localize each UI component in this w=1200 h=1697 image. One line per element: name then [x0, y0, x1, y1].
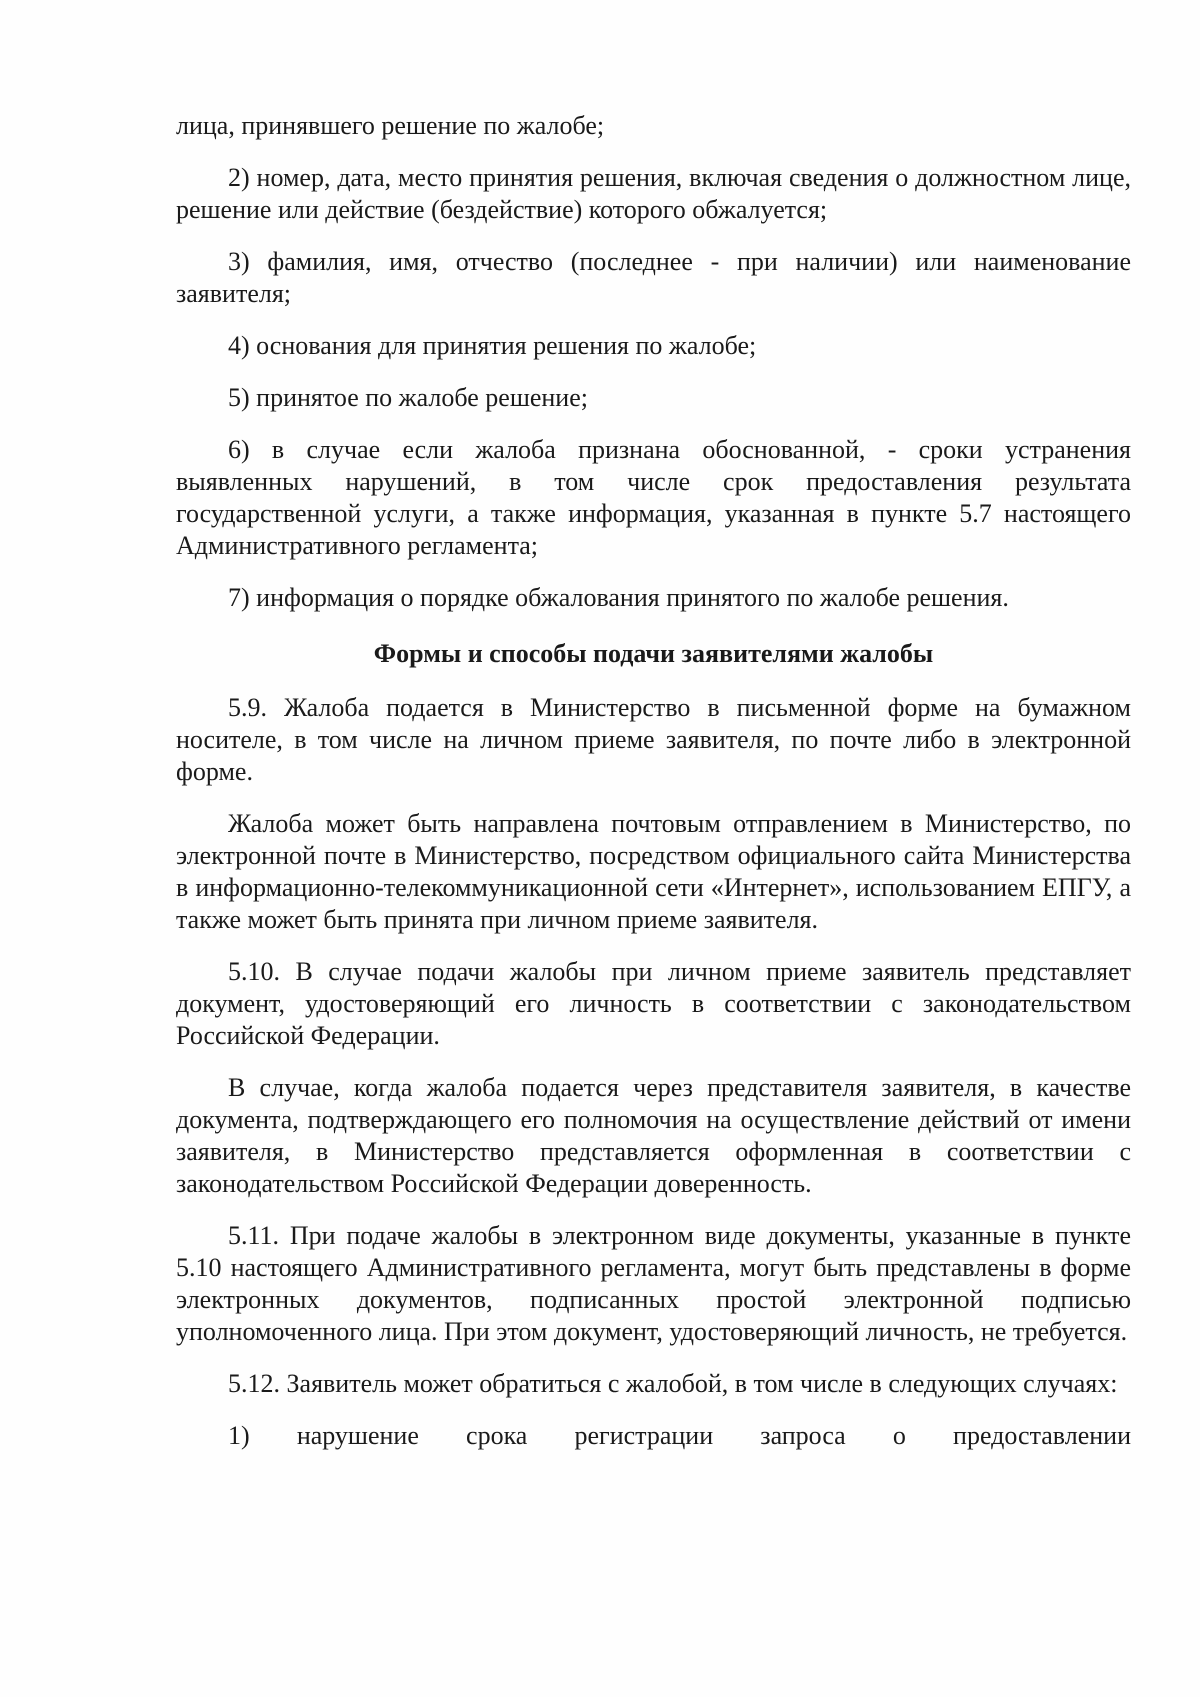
list-item-3: 3) фамилия, имя, отчество (последнее - при наличии) или наименование заявителя; [176, 247, 1131, 308]
paragraph-continuation: лица, принявшего решение по жалобе; [176, 111, 605, 140]
paragraph-representative: В случае, когда жалоба подается через представителя заявителя, в качестве документа, подтверждающего его полномочия на осуществление действий от имени заявителя, в Министерство представляется оформленная в соответствии с законодательством Российской Федерации доверенность. [176, 1073, 1131, 1198]
clause-5-10: 5.10. В случае подачи жалобы при личном приеме заявитель представляет документ, удостоверяющий его личность в соответствии с законодательством Российской Федерации. [176, 957, 1131, 1050]
list-item-2: 2) номер, дата, место принятия решения, включая сведения о должностном лице, решение или действие (бездействие) которого обжалуется; [176, 163, 1131, 224]
clause-5-9: 5.9. Жалоба подается в Министерство в письменной форме на бумажном носителе, в том числе на личном приеме заявителя, по почте либо в электронной форме. [176, 693, 1131, 786]
clause-5-12: 5.12. Заявитель может обратиться с жалобой, в том числе в следующих случаях: [228, 1369, 1118, 1398]
list-item-6: 6) в случае если жалоба признана обоснованной, - сроки устранения выявленных нарушений, в том числе срок предоставления результата государственной услуги, а также информация, указанная в пункте 5.7 настоящего Административного регламента; [176, 435, 1131, 560]
section-heading: Формы и способы подачи заявителями жалобы [373, 639, 934, 668]
paragraph-submission-methods: Жалоба может быть направлена почтовым отправлением в Министерство, по электронной почте в Министерство, посредством официального сайта Министерства в информационно-телекоммуникационной сети «Интернет», использованием ЕПГУ, а также может быть принята при личном приеме заявителя. [176, 809, 1131, 934]
list-item-7: 7) информация о порядке обжалования принятого по жалобе решения. [228, 583, 1009, 612]
list-item-5: 5) принятое по жалобе решение; [228, 383, 588, 412]
document-body [176, 110, 1131, 1472]
list-item-1-violation: 1) нарушение срока регистрации запроса о предоставлении [228, 1421, 1131, 1450]
clause-5-11: 5.11. При подаче жалобы в электронном виде документы, указанные в пункте 5.10 настоящего Административного регламента, могут быть представлены в форме электронных документов, подписанных простой электронной подписью уполномоченного лица. При этом документ, удостоверяющий личность, не требуется. [176, 1221, 1131, 1346]
list-item-4: 4) основания для принятия решения по жалобе; [228, 331, 757, 360]
